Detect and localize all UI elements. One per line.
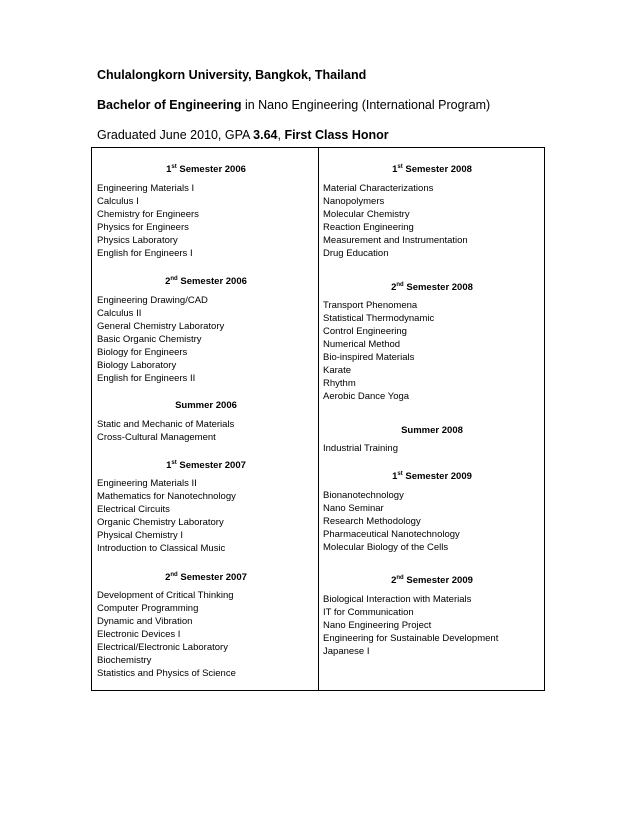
course-item: Measurement and Instrumentation <box>323 235 468 246</box>
graduation-date: Graduated June 2010, GPA <box>97 128 254 142</box>
semester-ordinal: 1 <box>166 164 172 175</box>
semester-ordinal-suffix: st <box>171 459 177 466</box>
course-item: Molecular Biology of the Cells <box>323 542 449 553</box>
semester-heading <box>323 425 541 436</box>
course-item: Transport Phenomena <box>323 300 418 311</box>
course-item: Development of Critical Thinking <box>97 590 234 601</box>
course-item: Nanopolymers <box>323 196 385 207</box>
course-list <box>97 418 234 444</box>
course-item: Biology Laboratory <box>97 360 177 371</box>
course-item: Engineering Drawing/CAD <box>97 295 208 306</box>
course-item: Industrial Training <box>323 443 398 454</box>
course-item: Physical Chemistry I <box>97 530 184 541</box>
semester-ordinal-suffix: nd <box>396 281 404 288</box>
semester-heading <box>97 460 315 471</box>
semester-term: Summer 2006 <box>175 400 237 411</box>
course-item: General Chemistry Laboratory <box>97 321 225 332</box>
course-item: Japanese I <box>323 646 370 657</box>
course-item: Cross-Cultural Management <box>97 432 216 443</box>
course-list <box>97 182 199 260</box>
honor-label: First Class Honor <box>284 128 389 142</box>
semester-ordinal: 1 <box>392 164 398 175</box>
course-item: Material Characterizations <box>323 183 434 194</box>
course-item: Rhythm <box>323 378 356 389</box>
semester-ordinal: 1 <box>166 460 172 471</box>
course-list <box>323 299 434 403</box>
course-item: Introduction to Classical Music <box>97 543 226 554</box>
course-item: English for Engineers I <box>97 248 193 259</box>
semester-term: Semester 2009 <box>403 575 473 586</box>
course-item: Nano Seminar <box>323 503 384 514</box>
degree-program: in Nano Engineering (International Program) <box>241 98 491 112</box>
semester-ordinal-suffix: st <box>171 163 177 170</box>
course-item: Nano Engineering Project <box>323 620 432 631</box>
semester-term: Semester 2007 <box>177 572 247 583</box>
course-item: Engineering Materials I <box>97 183 195 194</box>
course-item: Physics Laboratory <box>97 235 178 246</box>
course-table <box>91 147 545 691</box>
course-list <box>97 589 236 680</box>
course-item: Engineering Materials II <box>97 478 197 489</box>
semester-heading <box>97 400 315 411</box>
course-item: Static and Mechanic of Materials <box>97 419 235 430</box>
semester-term: Semester 2008 <box>402 164 472 175</box>
course-item: English for Engineers II <box>97 373 196 384</box>
course-item: IT for Communication <box>323 607 414 618</box>
course-item: Physics for Engineers <box>97 222 189 233</box>
course-list <box>323 593 498 658</box>
course-item: Bionanotechnology <box>323 490 404 501</box>
course-item: Bio-inspired Materials <box>323 352 415 363</box>
graduation-line <box>97 128 617 142</box>
graduation-separator: , <box>277 128 285 142</box>
course-item: Aerobic Dance Yoga <box>323 391 410 402</box>
university-name: Chulalongkorn University, Bangkok, Thailand <box>97 68 367 82</box>
course-item: Engineering for Sustainable Development <box>323 633 499 644</box>
course-item: Biology for Engineers <box>97 347 188 358</box>
course-list <box>97 294 224 385</box>
course-item: Pharmaceutical Nanotechnology <box>323 529 460 540</box>
semester-ordinal: 1 <box>392 471 398 482</box>
semester-heading <box>323 164 541 175</box>
degree-title: Bachelor of Engineering <box>97 98 242 112</box>
course-item: Molecular Chemistry <box>323 209 410 220</box>
semester-heading <box>97 164 315 175</box>
course-item: Mathematics for Nanotechnology <box>97 491 236 502</box>
course-item: Electrical/Electronic Laboratory <box>97 642 228 653</box>
semester-term: Semester 2006 <box>177 276 247 287</box>
semester-ordinal-suffix: st <box>397 163 403 170</box>
education-header <box>97 68 617 142</box>
semester-ordinal: 2 <box>165 276 171 287</box>
semester-heading <box>97 276 315 287</box>
course-item: Karate <box>323 365 351 376</box>
course-item: Statistics and Physics of Science <box>97 668 236 679</box>
course-item: Basic Organic Chemistry <box>97 334 202 345</box>
semester-ordinal: 2 <box>165 572 171 583</box>
semester-ordinal-suffix: nd <box>396 574 404 581</box>
course-item: Calculus I <box>97 196 139 207</box>
semester-ordinal-suffix: nd <box>170 571 178 578</box>
semester-term: Semester 2006 <box>176 164 246 175</box>
course-item: Research Methodology <box>323 516 421 527</box>
course-item: Electrical Circuits <box>97 504 170 515</box>
semester-ordinal-suffix: st <box>397 470 403 477</box>
course-item: Dynamic and Vibration <box>97 616 193 627</box>
course-item: Electronic Devices I <box>97 629 181 640</box>
semester-heading <box>323 282 541 293</box>
semester-term: Semester 2009 <box>402 471 472 482</box>
course-item: Drug Education <box>323 248 389 259</box>
course-item: Computer Programming <box>97 603 199 614</box>
course-item: Organic Chemistry Laboratory <box>97 517 224 528</box>
degree-line <box>97 98 617 112</box>
semester-term: Semester 2008 <box>403 282 473 293</box>
course-item: Chemistry for Engineers <box>97 209 199 220</box>
course-item: Biochemistry <box>97 655 152 666</box>
semester-heading <box>97 572 315 583</box>
course-item: Numerical Method <box>323 339 401 350</box>
course-item: Control Engineering <box>323 326 407 337</box>
semester-ordinal: 2 <box>391 575 397 586</box>
course-list <box>323 489 460 554</box>
course-item: Statistical Thermodynamic <box>323 313 435 324</box>
column-divider <box>318 148 319 690</box>
course-item: Biological Interaction with Materials <box>323 594 472 605</box>
semester-heading <box>323 471 541 482</box>
course-list <box>323 182 468 260</box>
gpa-value: 3.64 <box>253 128 278 142</box>
course-item: Calculus II <box>97 308 142 319</box>
semester-term: Summer 2008 <box>401 425 463 436</box>
semester-term: Semester 2007 <box>176 460 246 471</box>
semester-heading <box>323 575 541 586</box>
course-list <box>323 442 398 455</box>
semester-ordinal: 2 <box>391 282 397 293</box>
course-item: Reaction Engineering <box>323 222 414 233</box>
course-list <box>97 477 236 555</box>
semester-ordinal-suffix: nd <box>170 275 178 282</box>
